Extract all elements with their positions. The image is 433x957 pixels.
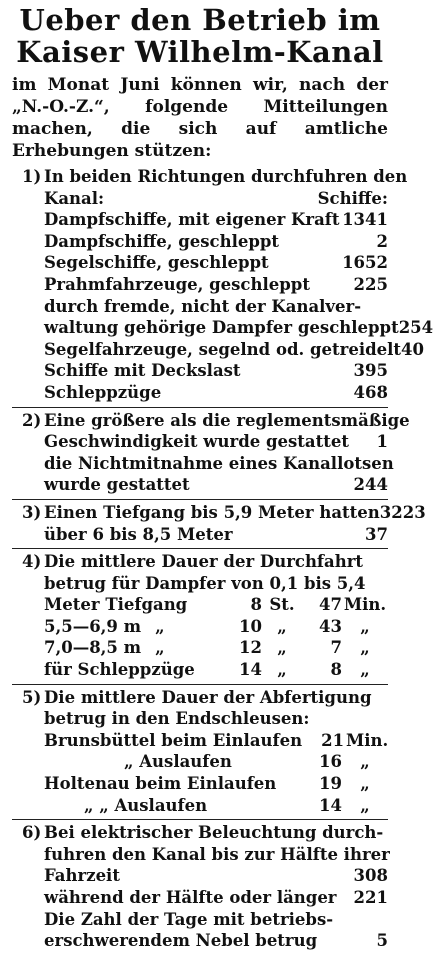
section-5 (12, 687, 388, 817)
divider (12, 407, 388, 408)
s4-row (12, 637, 388, 659)
s1-row-value: 2 (376, 231, 388, 251)
s1-row-value: 468 (353, 382, 388, 402)
s6-text-5: Die Zahl der Tage mit betriebs- (44, 909, 334, 929)
s6-line-3 (12, 865, 388, 887)
s4-row-minutes: 8 (330, 660, 342, 680)
s4-text-1: Die mittlere Dauer der Durchfahrt (44, 552, 364, 572)
s4-row-hours: 10 (239, 616, 262, 636)
s5-row-label: „ „ Auslaufen (84, 795, 208, 815)
s2-line-3 (12, 453, 394, 475)
s4-row-label (44, 616, 184, 638)
s5-row (12, 730, 388, 752)
s4-row-minutes-unit: „ (360, 616, 370, 636)
s2-line-2 (12, 431, 388, 453)
s5-row-values (300, 773, 388, 795)
s4-row-values (220, 594, 388, 616)
s5-row-value: 21 (321, 730, 345, 750)
s4-row-label (44, 659, 195, 681)
s6-value-3: 308 (353, 866, 388, 886)
s1-row-label: Dampfschiffe, geschleppt (44, 231, 280, 251)
article-title (12, 4, 388, 68)
s1-heading-2-right: Schiffe: (317, 188, 388, 208)
s1-row-value: 1652 (342, 253, 388, 273)
s6-line-4 (12, 887, 388, 909)
s1-row (12, 231, 388, 253)
s1-row (12, 360, 388, 382)
intro-paragraph (12, 74, 388, 162)
s2-text-2: Geschwindigkeit wurde gestattet (44, 432, 349, 452)
s4-row-label-text: 7,0—8,5 m (44, 638, 142, 658)
s6-number: 6) (22, 823, 42, 843)
s1-row-label: Segelschiffe, geschleppt (44, 253, 269, 273)
s5-row-value: 16 (319, 752, 342, 772)
s1-number: 1) (22, 167, 42, 186)
s5-row (12, 773, 388, 795)
s4-row-label (44, 594, 188, 616)
s3-text-1: Einen Tiefgang bis 5,9 Meter hatten (44, 502, 380, 522)
s4-row-hours-unit: „ (277, 638, 287, 658)
s5-row-unit: „ (360, 795, 370, 815)
s5-row-values (300, 795, 388, 817)
s1-row-label: Dampfschiffe, mit eigener Kraft (44, 210, 340, 230)
title-line-1: Ueber den Betrieb im (19, 3, 381, 37)
s6-line-5 (12, 909, 388, 931)
divider (12, 819, 388, 820)
s5-text-1: Die mittlere Dauer der Abfertigung (44, 687, 372, 707)
s1-row (12, 382, 388, 404)
s4-row-ditto: „ (155, 638, 165, 658)
s5-row-label: „ Auslaufen (124, 752, 232, 772)
s3-value-1: 3223 (379, 502, 426, 522)
s1-row-label: Schiffe mit Deckslast (44, 361, 241, 381)
s6-line-2 (12, 844, 388, 866)
s1-row-label: Prahmfahrzeuge, geschleppt (44, 274, 310, 294)
s2-value-2: 1 (376, 432, 388, 452)
s4-row-minutes: 7 (330, 638, 342, 658)
s3-number: 3) (22, 502, 42, 522)
s5-row-values (302, 730, 390, 752)
s5-row-values (300, 751, 388, 773)
divider (12, 548, 388, 549)
s4-row-values (220, 616, 388, 638)
s3-line-1 (12, 502, 426, 524)
s3-text-2: über 6 bis 8,5 Meter (44, 524, 233, 544)
s5-row-value: 14 (319, 795, 342, 815)
s6-value-4: 221 (353, 888, 388, 907)
s5-row-unit: Min. (345, 730, 389, 750)
section-3 (12, 502, 426, 545)
divider (12, 684, 388, 685)
s6-line-6 (12, 930, 388, 952)
s1-row (12, 317, 433, 339)
s1-row (12, 296, 388, 318)
s4-row-values (220, 637, 388, 659)
s4-row-ditto: „ (155, 616, 165, 636)
section-4 (12, 551, 388, 681)
s4-row-minutes: 47 (319, 595, 342, 615)
s4-row (12, 659, 388, 681)
s6-text-1: Bei elektrischer Beleuchtung durch- (44, 823, 384, 843)
s4-row-hours-unit: St. (269, 595, 295, 615)
s4-row-hours: 14 (239, 660, 262, 680)
s1-heading-line-2 (12, 188, 388, 210)
s4-text-2: betrug für Dampfer von 0,1 bis 5,4 (44, 573, 366, 593)
s2-text-4: wurde gestattet (44, 475, 190, 495)
title-line-2: Kaiser Wilhelm-Kanal (16, 35, 384, 69)
s5-line-1 (12, 687, 388, 709)
intro-text: im Monat Juni können wir, nach der „N.-O.-Z.“, folgende Mitteilungen machen, die sich auf amtliche Erhebungen stützen: (12, 75, 388, 161)
s4-row (12, 594, 388, 616)
s5-number: 5) (22, 687, 42, 707)
s1-row (12, 252, 388, 274)
s4-row-hours-unit: „ (277, 660, 287, 680)
s5-text-2: betrug in den Endschleusen: (44, 709, 310, 729)
s4-row-minutes-unit: Min. (343, 595, 387, 615)
s5-line-2 (12, 708, 388, 730)
s5-row-value: 19 (319, 774, 342, 794)
s1-row-value: 1341 (342, 210, 388, 230)
s2-value-4: 244 (353, 475, 388, 495)
s1-row (12, 339, 424, 361)
s1-heading-2-left: Kanal: (44, 188, 105, 208)
s4-number: 4) (22, 552, 42, 572)
s5-row-unit: „ (360, 752, 370, 772)
s4-row-minutes-unit: „ (360, 638, 370, 658)
s1-row-label: Segelfahrzeuge, segelnd od. getreidelt (44, 339, 402, 359)
s1-row (12, 209, 388, 231)
s1-heading-1: In beiden Richtungen durchfuhren den (44, 167, 408, 186)
s4-line-2 (12, 573, 388, 595)
s4-row-label-text: 5,5—6,9 m (44, 616, 142, 636)
s1-row-value: 395 (353, 361, 388, 381)
s6-text-3: Fahrzeit (44, 866, 120, 886)
s6-value-6: 5 (376, 931, 388, 951)
section-6 (12, 822, 388, 952)
s6-line-1 (12, 822, 388, 844)
s4-row-label-text: Meter Tiefgang (44, 595, 188, 615)
s6-text-2: fuhren den Kanal bis zur Hälfte ihrer (44, 844, 390, 864)
s5-row-label: Holtenau beim Einlaufen (44, 774, 277, 794)
s1-row-label: Schleppzüge (44, 382, 162, 402)
s5-row (12, 795, 388, 817)
s4-line-1 (12, 551, 388, 573)
s4-rows (12, 594, 388, 680)
s2-number: 2) (22, 410, 42, 430)
s1-row-label: durch fremde, nicht der Kanalver- (44, 296, 362, 316)
section-2 (12, 410, 410, 496)
s1-row-label: waltung gehörige Dampfer geschleppt (44, 318, 399, 338)
s5-row-unit: „ (360, 774, 370, 794)
s5-row-label: Brunsbüttel beim Einlaufen (44, 730, 303, 750)
s2-text-3: die Nichtmitnahme eines Kanallotsen (44, 453, 394, 473)
s4-row-values (220, 659, 388, 681)
s6-text-4: während der Hälfte oder länger (44, 888, 337, 907)
s1-rows (12, 209, 433, 403)
s4-row-minutes-unit: „ (360, 660, 370, 680)
s4-row-label (44, 637, 184, 659)
s1-row-value: 254 (398, 318, 433, 338)
section-1 (12, 166, 433, 404)
s1-row (12, 274, 388, 296)
s4-row-minutes: 43 (319, 616, 342, 636)
s1-row-value: 40 (401, 339, 424, 359)
s5-rows (12, 730, 388, 816)
s2-line-1 (12, 410, 410, 432)
s4-row (12, 616, 388, 638)
s4-row-label-text: für Schleppzüge (44, 660, 195, 680)
s1-row-value: 225 (353, 274, 388, 294)
s2-text-1: Eine größere als die reglementsmäßige (44, 410, 410, 430)
s1-heading-line-1 (12, 166, 408, 188)
s4-row-hours: 8 (250, 595, 262, 615)
s4-row-hours-unit: „ (277, 616, 287, 636)
s4-row-hours: 12 (239, 638, 262, 658)
s6-text-6: erschwerendem Nebel betrug (44, 931, 318, 951)
divider (12, 499, 388, 500)
s2-line-4 (12, 474, 388, 496)
s5-row (12, 751, 388, 773)
s3-value-2: 37 (365, 524, 388, 544)
s3-line-2 (12, 524, 388, 546)
